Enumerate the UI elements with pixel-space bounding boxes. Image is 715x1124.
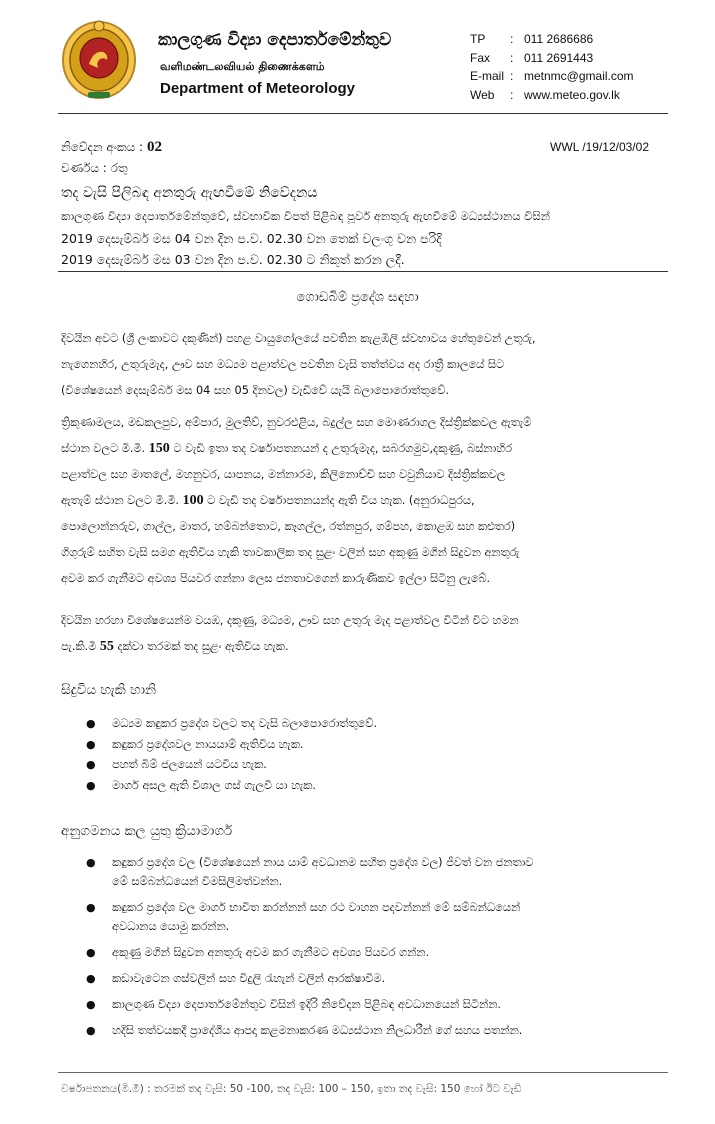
paragraph-line: පළාත්වල සහ මාතලේ, මහනුවර, යාපනය, මන්නාරම, කිලිනොච්චි සහ වවුනියාව දිස්ත්‍රික්කවල: [61, 468, 506, 481]
email-link[interactable]: metnmc@gmail.com: [524, 69, 634, 83]
paragraph-line: අවම කර ගැනීමට අවශ්‍ය පියවර ගන්නා ලෙස ජනතාවගෙන් කාරුණිකව ඉල්ලා සිටිනු ලැබේ.: [61, 572, 491, 585]
rainfall-amount: 150: [148, 441, 170, 456]
bullet-icon: ●: [86, 758, 96, 771]
org-name-sinhala: කාලගුණ විද්‍යා දෙපාර්තමේන්තුව: [158, 30, 392, 50]
bullet-icon: ●: [86, 998, 96, 1011]
wind-paragraph: [61, 608, 671, 660]
thunderstorm-paragraph: [61, 540, 671, 592]
list-item-text: පහත් බිම් ජලයෙන් යටවිය හැක.: [112, 758, 267, 771]
notice-title: තද වැසි පිලිබඳ අනතුරු ඇඟවීමේ නිවේදනය: [61, 185, 318, 201]
bullet-icon: ●: [86, 901, 96, 914]
bullet-icon: ●: [86, 946, 96, 959]
damages-heading: සිදුවිය හැකි හානි: [61, 682, 157, 698]
contact-label: TP: [470, 32, 486, 46]
list-item-text: අවධානය යොමු කරන්න.: [112, 920, 230, 933]
damages-list: [86, 714, 686, 796]
footer-divider: [58, 1072, 668, 1073]
list-item-text: හදිසි තත්වයකදී ප්‍රාදේශීය ආපදා කළමනාකරණ මධ්‍යස්ථාන නිලධාරීන් ගේ සහය පතන්න.: [112, 1024, 523, 1037]
contact-row-email: [470, 67, 634, 86]
list-item: [86, 969, 686, 988]
list-item-text: කාලගුණ විද්‍යා දෙපාර්තමේන්තුව විසින් ඉදිරි නිවේදන පිළිබඳ අවධානයෙන් සිටින්න.: [112, 998, 501, 1011]
text-fragment: ඇතැම් ස්ථාන වලට මි.මී.: [61, 494, 179, 507]
notice-reference: WWL /19/12/03/02: [550, 140, 649, 154]
contact-row-web: [470, 86, 634, 105]
paragraph-line: දිවයින අවට (ශ්‍රී ලංකාවට දකුණින්) පහළ වායුගෝලයේ පවතින කැළඹිලි ස්වභාවය හේතුවෙන් උතුරු,: [61, 332, 536, 345]
list-item-text: අකුණු මගින් සිදුවන අනතුරු අවම කර ගැනීමට අවශ්‍ය පියවර ගන්න.: [112, 946, 430, 959]
org-name-tamil: வளிமண்டலவியல் திணைக்களம்: [160, 60, 325, 73]
paragraph-line: නැගෙනහිර, උතුරුමැද, ඌව සහ මධ්‍යම පළාත්වල පවතින වැසි තත්ත්වය අද රාත්‍රී කාලයේ සිට: [61, 358, 505, 371]
wind-speed: 55: [99, 639, 114, 654]
rainfall-legend: වර්ෂාපතනය(මි.මී) : තරමක් තද වැසි: 50 -100, තද වැසි: 100 – 150, ඉතා තද වැසි: 150 හෝ ඊට වැඩි: [61, 1083, 522, 1095]
notice-issued-time: 2019 දෙසැම්බර් මස 03 වන දින ප.ව. 02.30 ට නිකුත් කරන ලදී.: [61, 252, 405, 267]
notice-issuer: කාලගුණ විද්‍යා දෙපාර්තමේන්තුවේ, ස්වභාවික විපත් පිළිබඳ පූර්ව අනතුරු ඇඟවීමේ මධ්‍යස්ථානය විසින්: [61, 209, 551, 223]
paragraph-line: [61, 634, 671, 660]
text-fragment: ට වැඩි ඉතා තද වර්ෂාපතනයන් ද උතුරුමැද, සබරගමුව,දකුණු, බස්නාහිර: [173, 442, 512, 455]
actions-heading: අනුගමනය කල යුතු ක්‍රියාමාර්ග: [61, 823, 233, 839]
region-heading: ගොඩබිම් ප්‍රදේශ සඳහා: [296, 290, 419, 305]
bullet-icon: ●: [86, 972, 96, 985]
bullet-icon: ●: [86, 737, 96, 751]
text-fragment: දක්වා තරමක් තද සුළං ඇතිවිය හැක.: [117, 640, 289, 653]
org-name-english: Department of Meteorology: [160, 80, 356, 97]
list-item: [86, 776, 686, 797]
notice-number-value: 02: [146, 139, 162, 155]
contact-value: 011 2686686: [524, 32, 594, 46]
list-item-text: මේ සම්බන්ධයෙන් විමසිලිමත්වන්න.: [112, 875, 283, 888]
notice-number: [61, 139, 162, 156]
text-fragment: පැ.කි.මී: [61, 640, 97, 653]
bullet-icon: ●: [86, 778, 96, 792]
list-item-text: මධ්‍යම කඳුකර ප්‍රදේශ වලට තද වැසි බලාපොරොත්තුවේ.: [112, 717, 378, 730]
contact-value: 011 2691443: [524, 50, 594, 65]
list-item: [86, 755, 686, 776]
paragraph-line: [61, 436, 671, 462]
list-item-text: කඳුකර ප්‍රදේශ වල (විශේෂයෙන් නාය යාම් අවධානම සහිත ප්‍රදේශ වල) ජීවත් වන ජනතාව: [112, 856, 534, 869]
list-item: [86, 995, 686, 1014]
notice-validity: 2019 දෙසැම්බර් මස 04 වන දින ප.ව. 02.30 වන තෙක් වලංගු වන පරිදි: [61, 231, 442, 246]
paragraph-line: [61, 488, 671, 514]
list-item: [86, 898, 686, 936]
website-link[interactable]: www.meteo.gov.lk: [524, 87, 620, 102]
list-item-text: කඳුකර ප්‍රදේශවල නායයාම් ඇතිවිය හැක.: [112, 737, 304, 751]
contact-separator: :: [510, 87, 514, 102]
list-item: [86, 735, 686, 756]
rainfall-amount: 100: [182, 493, 204, 508]
list-item-text: කඳුකර ප්‍රදේශ වල මාර්ග භාවිත කරන්නන් සහ රථ වාහන පදවන්නන් මේ සම්බන්ධයෙන්: [112, 901, 521, 914]
list-item: [86, 853, 686, 891]
paragraph-line: ගිගුරුම් සහිත වැසි සමග ඇතිවිය හැකි තාවකාලික තද සුළං වලින් සහ අකුණු මගින් සිදුවන අනතුරු: [61, 546, 520, 559]
notice-color: වර්ණය : රතු: [61, 161, 128, 175]
contact-label: E-mail: [470, 69, 505, 83]
title-divider: [58, 271, 668, 272]
contact-row-phone: [470, 30, 634, 49]
text-fragment: ස්ථාන වලට මි.මී.: [61, 442, 146, 455]
contact-separator: :: [510, 32, 514, 46]
rainfall-paragraph: [61, 410, 671, 540]
list-item-text: මාර්ග අසල ඇති විශාල ගස් ගැලවී යා හැක.: [112, 778, 316, 792]
contact-row-fax: [470, 49, 634, 68]
forecast-paragraph: [61, 326, 671, 404]
contact-block: [470, 30, 634, 104]
list-item-text: කඩාවැටෙන ගස්වලින් සහ විදුලි රැහැන් වලින් ආරක්ෂාවීම.: [112, 972, 386, 985]
paragraph-line: පොලොන්නරුව, ගාල්ල, මාතර, හම්බන්තොට, කෑගල්ල, රත්නපුර, ගම්පහ, කොළඹ සහ කළුතර): [61, 520, 516, 533]
bullet-icon: ●: [86, 717, 96, 730]
paragraph-line: දිවයින හරහා විශේෂයෙන්ම වයඹ, දකුණු, මධ්‍යම, ඌව සහ උතුරු මැද පළාත්වල විටින් විට හමන: [61, 614, 519, 627]
paragraph-line: ත්‍රිකුණාමලය, මඩකලපුව, අම්පාර, මුලතිව්, නුවරඑළිය, බදුල්ල සහ මොණරාගල දිස්ත්‍රික්කවල ඇතැම්: [61, 416, 532, 429]
contact-separator: :: [510, 69, 514, 83]
text-fragment: ට වැඩි තද වර්ෂාපතනයන්ද ඇති විය හැක. (අනුරාධපුරය,: [207, 494, 475, 507]
contact-separator: :: [510, 50, 514, 65]
list-item: [86, 1021, 686, 1040]
contact-label: Web: [470, 87, 495, 102]
notice-number-label: නිවේදන අංකය :: [61, 140, 144, 154]
header-divider: [58, 113, 668, 114]
sri-lanka-emblem-icon: [58, 14, 140, 102]
list-item: [86, 943, 686, 962]
actions-list: [86, 853, 686, 1040]
bullet-icon: ●: [86, 856, 96, 869]
list-item: [86, 714, 686, 735]
bullet-icon: ●: [86, 1024, 96, 1037]
contact-label: Fax: [470, 50, 491, 65]
paragraph-line: (විශේෂයෙන් දෙසැම්බර් මස 04 සහ 05 දිනවල) වැඩිවේ යැයි බලාපොරොත්තුවේ.: [61, 384, 449, 397]
